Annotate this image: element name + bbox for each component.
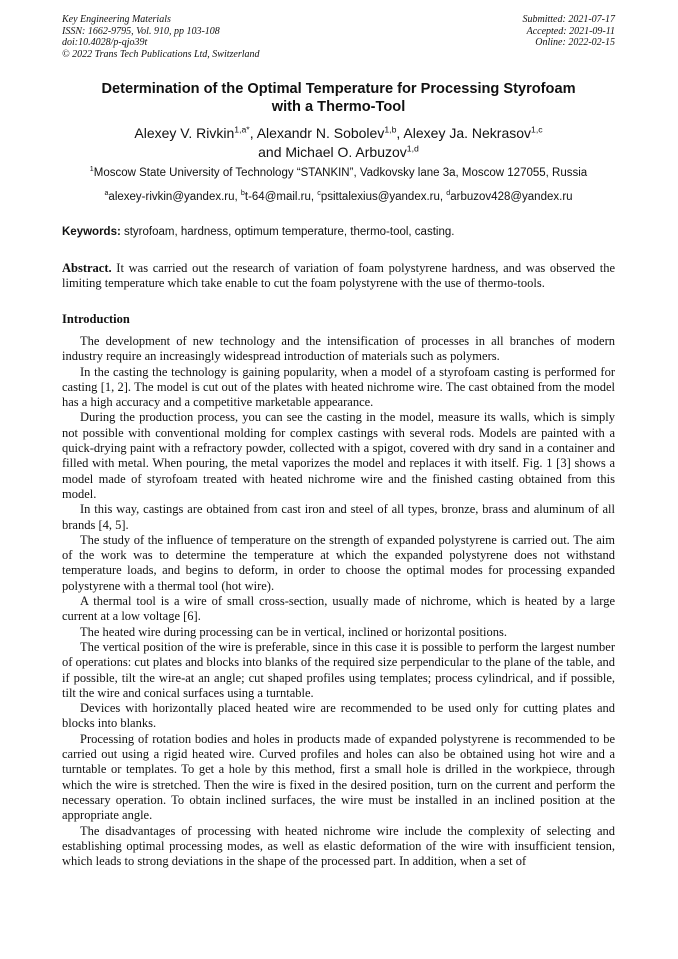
keywords-text: styrofoam, hardness, optimum temperature, thermo-tool, casting. [120, 226, 455, 238]
accepted-date: Accepted: 2021-09-11 [526, 25, 615, 37]
author-name: Michael O. Arbuzov [285, 144, 407, 160]
keywords-label: Keywords: [62, 226, 121, 238]
author-affiliation-mark: 1,c [531, 124, 543, 135]
abstract-text: It was carried out the research of variation of foam polystyrene hardness, and was observed the limiting temperature which take enable to cut the foam polystyrene with the use of thermo-tools. [62, 261, 615, 291]
paragraph: A thermal tool is a wire of small cross-section, usually made of nichrome, which is heated by a large current at a low voltage [6]. [62, 594, 615, 624]
paragraph: Processing of rotation bodies and holes in products made of expanded polystyrene is recommended to be carried out using a rigid heated wire. Curved profiles and holes can also be obtained using hot wire and a turntable or templates. To get a hole by this method, first a small hole is drilled in the workpiece, through which the wire is stretched. Then the wire is fixed in the desired position, turn on the current and perform the necessary operation. To obtain inclined surfaces, the wire must be installed in an inclined position at the appropriate angle. [62, 731, 615, 823]
author-line-2 [62, 143, 615, 162]
author-name: Alexey V. Rivkin [134, 125, 235, 141]
paper-title-line-1: Determination of the Optimal Temperature for Processing Styrofoam [101, 81, 576, 97]
author-separator: , [396, 125, 404, 141]
email-mark: b [240, 189, 245, 198]
paragraph: In this way, castings are obtained from cast iron and steel of all types, bronze, brass and aluminum of all brands [4, 5]. [62, 502, 615, 532]
author-list [62, 124, 615, 162]
online-date: Online: 2022-02-15 [535, 37, 615, 48]
email-separator: , [310, 191, 318, 203]
affiliation [62, 166, 615, 181]
email-separator: , [234, 191, 241, 203]
author-affiliation-mark: 1,b [384, 124, 397, 135]
journal-issn: ISSN: 1662-9795, Vol. 910, pp 103-108 [62, 25, 220, 37]
email-address: t-64@mail.ru [244, 191, 311, 203]
author-line-1 [62, 124, 615, 143]
submitted-date: Submitted: 2021-07-17 [522, 14, 615, 25]
author-name: Alexey Ja. Nekrasov [403, 125, 532, 141]
author-emails [62, 190, 615, 205]
email-address: alexey-rivkin@yandex.ru [108, 191, 235, 203]
email-address: psittalexius@yandex.ru [320, 191, 440, 203]
submission-dates [523, 14, 616, 49]
affiliation-mark: 1 [89, 165, 94, 174]
introduction-heading: Introduction [62, 312, 130, 326]
paragraph: The study of the influence of temperature on the strength of expanded polystyrene is carried out. The aim of the work was to determine the temperature at which the expanded polystyrene does not withstand temperature loads, and begins to deform, in order to choose the optimal modes for processing expanded polystyrene with a thermal tool (hot wire). [62, 532, 615, 593]
paragraph: Devices with horizontally placed heated wire are recommended to be used only for cutting plates and blocks into blanks. [62, 701, 615, 731]
introduction-body [62, 334, 615, 869]
author-name: Alexandr N. Sobolev [256, 125, 385, 141]
abstract-label: Abstract. [62, 261, 112, 275]
email-address: arbuzov428@yandex.ru [450, 191, 573, 203]
email-separator: , [439, 191, 447, 203]
paper-title [62, 80, 615, 116]
author-conjunction: and [258, 144, 286, 160]
paragraph: The development of new technology and the intensification of processes in all branches of modern industry require an increasingly widespread introduction of materials such as polymers. [62, 334, 615, 364]
author-affiliation-mark: 1,d [406, 143, 419, 154]
keywords [62, 225, 615, 240]
paragraph: The vertical position of the wire is preferable, since in this case it is possible to perform the largest number of operations: cut plates and blocks into blanks of the required size perpendicular to the plane of the table, and if possible, tilt the wire-at an angle; cut shaped profiles using templates; process cylindrical, and if possible, tilt the wire and conical surfaces using a turntable. [62, 639, 615, 700]
journal-name: Key Engineering Materials [62, 14, 171, 25]
journal-doi: doi:10.4028/p-qjo39t [62, 37, 148, 48]
author-affiliation-mark: 1,a* [234, 124, 250, 135]
email-mark: d [446, 189, 451, 198]
paper-title-line-2: with a Thermo-Tool [271, 99, 406, 115]
paragraph: The heated wire during processing can be in vertical, inclined or horizontal positions. [80, 624, 507, 639]
author-separator: , [249, 125, 257, 141]
paragraph: During the production process, you can see the casting in the model, measure its walls, which is simply not possible with conventional molding for complex castings with several rods. Models are painted with a quick-drying paint with a refractory powder, collected with a spigot, covered with dry sand in a container and filled with metal. When pouring, the metal vaporizes the model and replaces it with itself. Fig. 1 [3] shows a model made of styrofoam treated with heated nichrome wire and the finished casting obtained from this model. [62, 410, 615, 501]
paragraph: In the casting the technology is gaining popularity, when a model of a styrofoam casting is performed for casting [1, 2]. The model is cut out of the plates with heated nichrome wire. The cast obtained from the model has a high accuracy and a competitive marketable appearance. [62, 364, 615, 410]
abstract [62, 261, 615, 292]
journal-copyright: © 2022 Trans Tech Publications Ltd, Switzerland [62, 48, 260, 60]
paragraph: The disadvantages of processing with heated nichrome wire include the complexity of selecting and establishing optimal processing modes, as well as elastic deformation of the wire with insufficient tension, which leads to strong deviations in the shape of the processed part. In addition, when a set of [62, 823, 615, 869]
affiliation-text: Moscow State University of Technology “STANKIN”, Vadkovsky lane 3a, Moscow 127055, Russia [93, 167, 588, 179]
email-mark: a [104, 189, 109, 198]
email-mark: c [317, 189, 321, 198]
journal-info [62, 14, 260, 60]
